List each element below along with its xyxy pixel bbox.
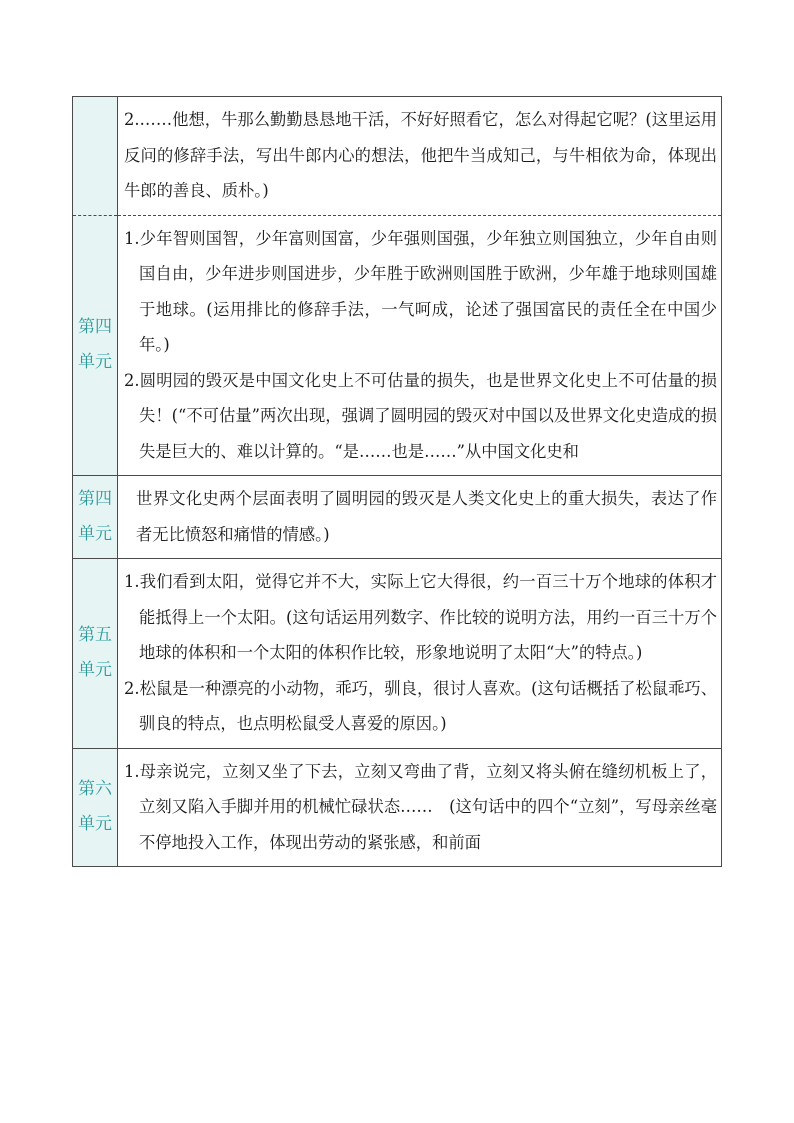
content-cell	[118, 748, 722, 867]
content-cell	[118, 215, 722, 476]
table-row	[73, 476, 722, 559]
content-cell	[118, 97, 722, 216]
unit-label-cell: 第四单元	[73, 215, 118, 476]
table-row	[73, 97, 722, 216]
content-cell	[118, 476, 722, 559]
table-row	[73, 215, 722, 476]
reading-table	[72, 96, 722, 867]
unit-label-cell: 第六单元	[73, 748, 118, 867]
content-cell	[118, 559, 722, 749]
unit-label-cell: 第五单元	[73, 559, 118, 749]
sentence-item: 世界文化史两个层面表明了圆明园的毁灭是人类文化史上的重大损失，表达了作者无比愤怒和痛惜的情感。)	[136, 489, 717, 544]
sentence-item: 1.少年智则国智，少年富则国富，少年强则国强，少年独立则国独立，少年自由则国自由，少年进步则国进步，少年胜于欧洲则国胜于欧洲，少年雄于地球则国雄于地球。(运用排比的修辞手法，一气呵成，论述了强国富民的责任全在中国少年。)	[124, 228, 717, 354]
table-row	[73, 748, 722, 867]
sentence-item: 2.圆明园的毁灭是中国文化史上不可估量的损失，也是世界文化史上不可估量的损失！(“不可估量”两次出现，强调了圆明园的毁灭对中国以及世界文化史造成的损失是巨大的、难以计算的。“是……也是……”从中国文化史和	[124, 370, 717, 461]
sentence-item: 1.母亲说完，立刻又坐了下去，立刻又弯曲了背，立刻又将头俯在缝纫机板上了，立刻又陷入手脚并用的机械忙碌状态…… (这句话中的四个“立刻”，写母亲丝毫不停地投入工作，体现出劳动的紧张感，和前面	[124, 761, 717, 852]
sentence-item: 1.我们看到太阳，觉得它并不大，实际上它大得很，约一百三十万个地球的体积才能抵得上一个太阳。(这句话运用列数字、作比较的说明方法，用约一百三十万个地球的体积和一个太阳的体积作比较，形象地说明了太阳“大”的特点。)	[124, 572, 717, 662]
sentence-item: 2.……他想，牛那么勤勤恳恳地干活，不好好照看它，怎么对得起它呢？(这里运用反问的修辞手法，写出牛郎内心的想法，他把牛当成知己，与牛相依为命，体现出牛郎的善良、质朴。)	[124, 110, 717, 200]
unit-label-cell: 第四单元	[73, 476, 118, 559]
unit-label-cell	[73, 97, 118, 216]
sentence-item: 2.松鼠是一种漂亮的小动物，乖巧，驯良，很讨人喜欢。(这句话概括了松鼠乖巧、驯良的特点，也点明松鼠受人喜爱的原因。)	[124, 678, 717, 733]
table-row	[73, 559, 722, 749]
